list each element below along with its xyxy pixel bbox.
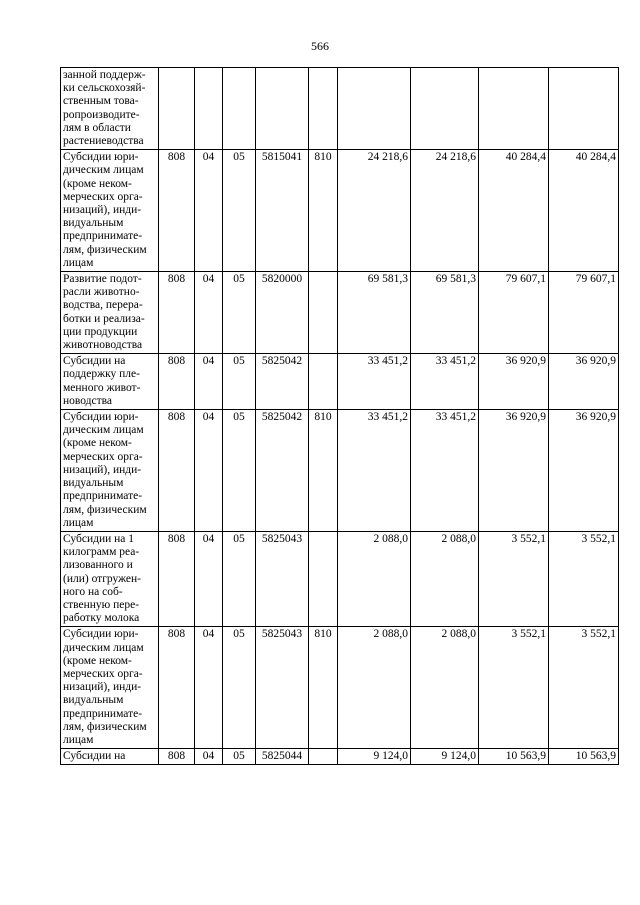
amount-cell: 40 284,4: [479, 150, 549, 272]
amount-cell: 3 552,1: [479, 531, 549, 626]
amount-cell: 10 563,9: [549, 749, 619, 765]
target-article-code: 5825042: [256, 354, 309, 410]
table-body: [61, 68, 619, 765]
budget-item-name: Субсидии юри- дическим лицам (кроме неком- мерческих орга- низаций), инди- видуальным предпринимате- лям, физическим лицам: [61, 150, 159, 272]
amount-cell: 10 563,9: [479, 749, 549, 765]
budget-item-name: занной поддерж- ки сельскохозяй- ственным това- ропроизводите- лям в области растениеводства: [61, 68, 159, 150]
expense-type-code: 810: [309, 410, 338, 532]
ministry-code: 808: [159, 272, 195, 354]
budget-item-name: Субсидии юри- дическим лицам (кроме неком- мерческих орга- низаций), инди- видуальным предпринимате- лям, физическим лицам: [61, 627, 159, 749]
budget-table: [60, 67, 619, 765]
table-row: [61, 410, 619, 532]
subsection-code: 05: [223, 410, 256, 532]
amount-cell: 79 607,1: [479, 272, 549, 354]
amount-cell: 36 920,9: [479, 410, 549, 532]
subsection-code: [223, 68, 256, 150]
amount-cell: 36 920,9: [549, 410, 619, 532]
subsection-code: 05: [223, 354, 256, 410]
section-code: 04: [195, 410, 223, 532]
amount-cell: 2 088,0: [338, 627, 411, 749]
amount-cell: 9 124,0: [338, 749, 411, 765]
ministry-code: [159, 68, 195, 150]
page-number: 566: [311, 39, 329, 53]
expense-type-code: [309, 68, 338, 150]
expense-type-code: 810: [309, 627, 338, 749]
ministry-code: 808: [159, 150, 195, 272]
amount-cell: 3 552,1: [549, 627, 619, 749]
ministry-code: 808: [159, 627, 195, 749]
expense-type-code: [309, 749, 338, 765]
amount-cell: 9 124,0: [411, 749, 479, 765]
amount-cell: 33 451,2: [338, 354, 411, 410]
amount-cell: [549, 68, 619, 150]
table-row: [61, 272, 619, 354]
budget-item-name: Субсидии на: [61, 749, 159, 765]
table-row: [61, 68, 619, 150]
budget-item-name: Субсидии на поддержку пле- менного живот- новодства: [61, 354, 159, 410]
table-row: [61, 627, 619, 749]
expense-type-code: 810: [309, 150, 338, 272]
expense-type-code: [309, 531, 338, 626]
section-code: [195, 68, 223, 150]
table-row: [61, 531, 619, 626]
section-code: 04: [195, 354, 223, 410]
amount-cell: 2 088,0: [411, 531, 479, 626]
amount-cell: 69 581,3: [338, 272, 411, 354]
ministry-code: 808: [159, 410, 195, 532]
table-row: [61, 354, 619, 410]
target-article-code: 5815041: [256, 150, 309, 272]
target-article-code: 5825042: [256, 410, 309, 532]
expense-type-code: [309, 272, 338, 354]
budget-item-name: Субсидии на 1 килограмм реа- лизованного и (или) отгружен- ного на соб- ственную пере- работку молока: [61, 531, 159, 626]
amount-cell: [479, 68, 549, 150]
section-code: 04: [195, 150, 223, 272]
target-article-code: 5825043: [256, 627, 309, 749]
subsection-code: 05: [223, 272, 256, 354]
target-article-code: 5825044: [256, 749, 309, 765]
target-article-code: 5825043: [256, 531, 309, 626]
budget-item-name: Субсидии юри- дическим лицам (кроме неком- мерческих орга- низаций), инди- видуальным предпринимате- лям, физическим лицам: [61, 410, 159, 532]
target-article-code: [256, 68, 309, 150]
subsection-code: 05: [223, 531, 256, 626]
amount-cell: 2 088,0: [411, 627, 479, 749]
amount-cell: 24 218,6: [411, 150, 479, 272]
ministry-code: 808: [159, 354, 195, 410]
amount-cell: 36 920,9: [479, 354, 549, 410]
amount-cell: 2 088,0: [338, 531, 411, 626]
section-code: 04: [195, 531, 223, 626]
table-row: [61, 150, 619, 272]
amount-cell: [411, 68, 479, 150]
amount-cell: 3 552,1: [479, 627, 549, 749]
ministry-code: 808: [159, 531, 195, 626]
amount-cell: 33 451,2: [411, 410, 479, 532]
budget-item-name: Развитие подот- расли животно- водства, перера- ботки и реализа- ции продукции животноводства: [61, 272, 159, 354]
amount-cell: 33 451,2: [411, 354, 479, 410]
table-row: [61, 749, 619, 765]
amount-cell: 69 581,3: [411, 272, 479, 354]
amount-cell: 79 607,1: [549, 272, 619, 354]
subsection-code: 05: [223, 627, 256, 749]
amount-cell: 40 284,4: [549, 150, 619, 272]
amount-cell: 33 451,2: [338, 410, 411, 532]
subsection-code: 05: [223, 150, 256, 272]
amount-cell: [338, 68, 411, 150]
amount-cell: 24 218,6: [338, 150, 411, 272]
expense-type-code: [309, 354, 338, 410]
target-article-code: 5820000: [256, 272, 309, 354]
amount-cell: 36 920,9: [549, 354, 619, 410]
amount-cell: 3 552,1: [549, 531, 619, 626]
section-code: 04: [195, 627, 223, 749]
subsection-code: 05: [223, 749, 256, 765]
ministry-code: 808: [159, 749, 195, 765]
section-code: 04: [195, 749, 223, 765]
section-code: 04: [195, 272, 223, 354]
